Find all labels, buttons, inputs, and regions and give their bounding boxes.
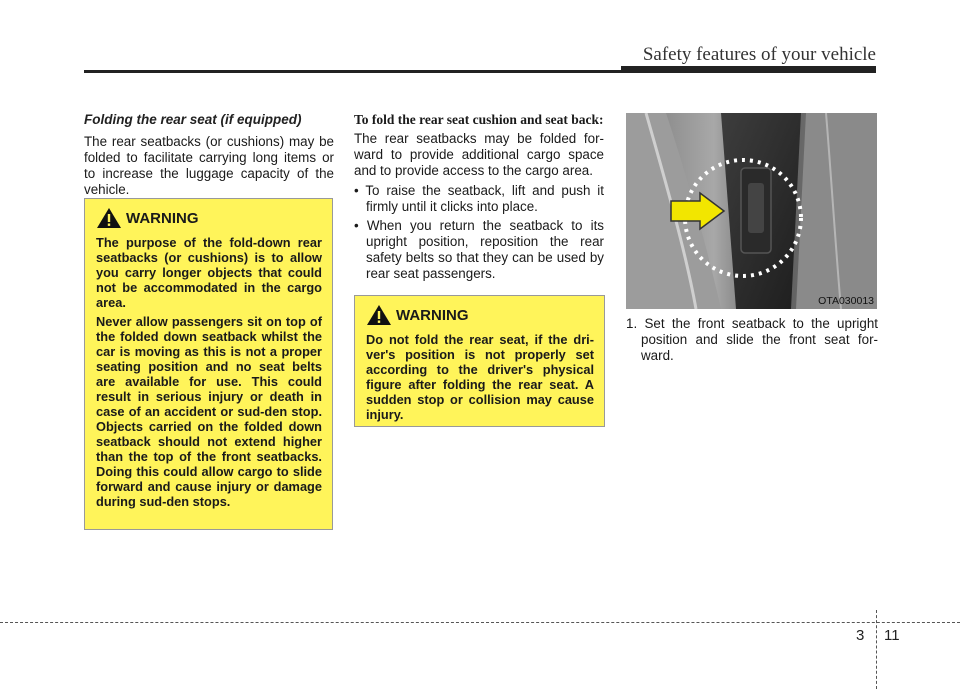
bullet-item: • When you return the seatback to its upright position, reposition the rear safety belts so that they can be used by rear seat passengers. bbox=[354, 218, 604, 281]
bullet-item: • To raise the seatback, lift and push it firmly until it clicks into place. bbox=[354, 183, 604, 214]
warning-text-2: Never allow passengers sit on top of the folded down seatback whilst the car is moving as this is not a proper seating position and no seat belts are available for use. This could result in serious injury or death in case of an accident or sud-den stop. Objects carried on the folded down seatback should not extend higher than the top of the front seatbacks. Doing this could allow cargo to slide forward and cause injury or damage during sud-den stops. bbox=[96, 314, 322, 509]
warning-triangle-icon bbox=[96, 207, 122, 229]
warning-title: WARNING bbox=[126, 209, 199, 227]
warning-text: Do not fold the rear seat, if the dri-ver's position is not properly set according to the driver's physical figure after folding the rear seat. A sudden stop or collision may cause injury. bbox=[366, 332, 594, 422]
section-subheading: Folding the rear seat (if equipped) bbox=[84, 112, 302, 127]
header-title: Safety features of your vehicle bbox=[642, 44, 876, 65]
procedure-paragraph: The rear seatbacks may be folded for-ward to provide additional cargo space and to provide access to the cargo area. bbox=[354, 131, 604, 178]
warning-box-fold-down bbox=[84, 198, 333, 530]
warning-header bbox=[96, 207, 322, 229]
warning-box-driver-position bbox=[354, 295, 605, 427]
section-number: 3 bbox=[856, 627, 865, 644]
photo-code: OTA030013 bbox=[818, 295, 874, 307]
footer-rule bbox=[0, 622, 960, 623]
intro-paragraph: The rear seatbacks (or cushions) may be folded to facilitate carrying long items or to increase the luggage capacity of the vehicle. bbox=[84, 134, 334, 197]
warning-title: WARNING bbox=[396, 306, 469, 324]
left-column bbox=[84, 112, 334, 198]
header-rule-accent bbox=[621, 66, 876, 72]
warning-text-1: The purpose of the fold-down rear seatbacks (or cushions) is to allow you carry longer objects that could not be accommodated in the cargo area. bbox=[96, 235, 322, 310]
procedure-bullets bbox=[354, 183, 604, 282]
seat-illustration bbox=[626, 113, 877, 309]
page-number: 11 bbox=[884, 627, 900, 644]
footer-divider bbox=[876, 610, 877, 689]
seat-lever-photo bbox=[626, 113, 877, 309]
step-1: 1. Set the front seatback to the upright position and slide the front seat for-ward. bbox=[626, 316, 878, 363]
procedure-heading: To fold the rear seat cushion and seat back: bbox=[354, 112, 604, 127]
warning-triangle-icon bbox=[366, 304, 392, 326]
warning-header bbox=[366, 304, 594, 326]
middle-column bbox=[354, 112, 604, 285]
